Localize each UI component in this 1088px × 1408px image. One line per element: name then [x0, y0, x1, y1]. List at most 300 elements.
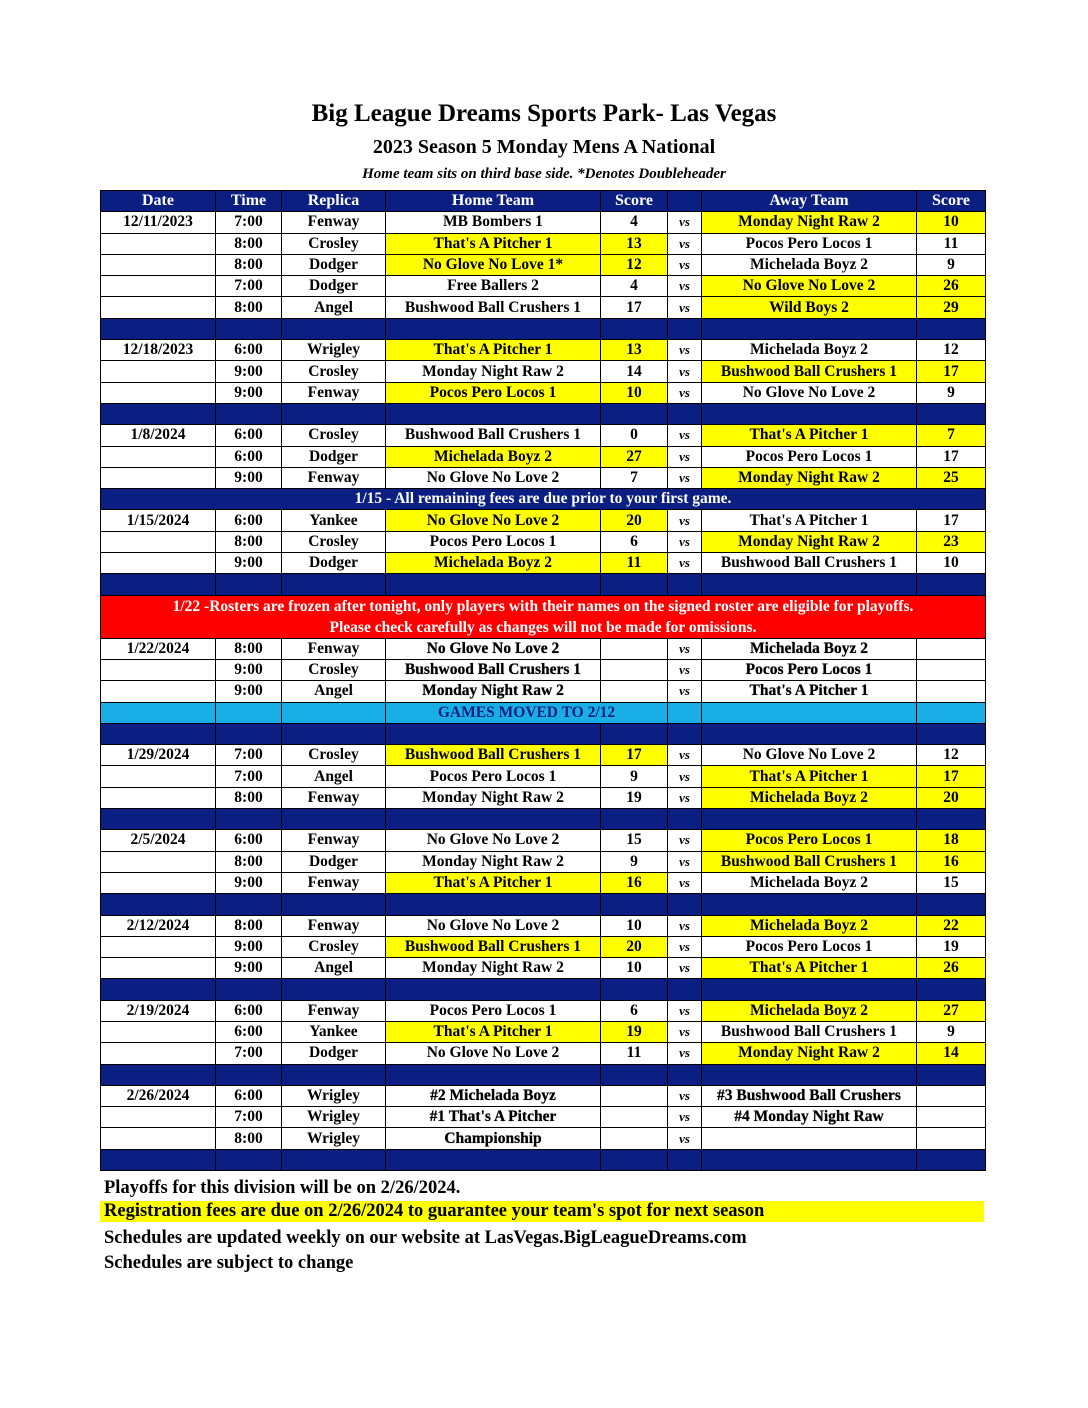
- home-score: 19: [601, 787, 668, 808]
- game-time: 6:00: [216, 1085, 282, 1106]
- page-subtitle: 2023 Season 5 Monday Mens A National: [372, 136, 716, 158]
- separator-cell: [101, 809, 216, 830]
- moved-cell: [917, 702, 986, 723]
- away-score: 22: [917, 915, 986, 936]
- home-team: Monday Night Raw 2: [386, 851, 601, 872]
- vs-label: vs: [668, 681, 702, 702]
- away-team: Monday Night Raw 2: [702, 212, 917, 233]
- game-date: [101, 276, 216, 297]
- away-score: [917, 638, 986, 659]
- separator-cell: [668, 403, 702, 424]
- home-team: Free Ballers 2: [386, 276, 601, 297]
- game-time: 9:00: [216, 467, 282, 488]
- away-score: 10: [917, 212, 986, 233]
- vs-label: vs: [668, 382, 702, 403]
- separator-cell: [282, 723, 386, 744]
- separator-cell: [386, 979, 601, 1000]
- home-score: 19: [601, 1021, 668, 1042]
- game-date: [101, 467, 216, 488]
- game-date: 2/19/2024: [101, 1000, 216, 1021]
- game-date: [101, 361, 216, 382]
- game-date: 1/29/2024: [101, 745, 216, 766]
- home-team: No Glove No Love 2: [386, 638, 601, 659]
- game-date: [101, 1107, 216, 1128]
- table-row: [101, 787, 986, 808]
- vs-label: vs: [668, 830, 702, 851]
- away-team: [702, 1128, 917, 1149]
- away-score: 17: [917, 446, 986, 467]
- game-date: [101, 233, 216, 254]
- home-team: Pocos Pero Locos 1: [386, 766, 601, 787]
- away-team: #4 Monday Night Raw: [702, 1107, 917, 1128]
- field-replica: Crosley: [282, 745, 386, 766]
- game-time: 8:00: [216, 254, 282, 275]
- roster-alert-line-2: Please check carefully as changes will not be made for omissions.: [329, 618, 757, 636]
- away-team: Pocos Pero Locos 1: [702, 659, 917, 680]
- separator-cell: [668, 809, 702, 830]
- separator-cell: [601, 574, 668, 595]
- table-row: [101, 425, 986, 446]
- away-team: Bushwood Ball Crushers 1: [702, 1021, 917, 1042]
- separator-cell: [386, 894, 601, 915]
- away-team: Pocos Pero Locos 1: [702, 830, 917, 851]
- game-date: [101, 936, 216, 957]
- home-team: Bushwood Ball Crushers 1: [386, 659, 601, 680]
- separator-cell: [702, 318, 917, 339]
- vs-label: vs: [668, 467, 702, 488]
- separator-row: [101, 894, 986, 915]
- vs-label: vs: [668, 1021, 702, 1042]
- away-score: 15: [917, 872, 986, 893]
- away-team: Monday Night Raw 2: [702, 531, 917, 552]
- separator-cell: [601, 1064, 668, 1085]
- away-team: Michelada Boyz 2: [702, 872, 917, 893]
- separator-cell: [702, 979, 917, 1000]
- table-row: [101, 766, 986, 787]
- separator-cell: [668, 1064, 702, 1085]
- separator-cell: [601, 403, 668, 424]
- game-time: 6:00: [216, 340, 282, 361]
- away-team: Pocos Pero Locos 1: [702, 446, 917, 467]
- home-team: Bushwood Ball Crushers 1: [386, 425, 601, 446]
- footer-registration: Registration fees are due on 2/26/2024 to guarantee your team's spot for next season: [100, 1201, 984, 1222]
- home-score: 7: [601, 467, 668, 488]
- field-replica: Fenway: [282, 915, 386, 936]
- table-row: [101, 1085, 986, 1106]
- vs-label: vs: [668, 212, 702, 233]
- separator-row: [101, 809, 986, 830]
- table-row: [101, 1000, 986, 1021]
- game-time: 9:00: [216, 382, 282, 403]
- game-date: [101, 659, 216, 680]
- separator-cell: [216, 979, 282, 1000]
- vs-label: vs: [668, 745, 702, 766]
- home-team: No Glove No Love 1*: [386, 254, 601, 275]
- away-score: [917, 681, 986, 702]
- field-replica: Fenway: [282, 872, 386, 893]
- game-date: [101, 297, 216, 318]
- game-time: 9:00: [216, 553, 282, 574]
- game-time: 8:00: [216, 638, 282, 659]
- away-score: 9: [917, 1021, 986, 1042]
- away-score: 29: [917, 297, 986, 318]
- table-row: [101, 958, 986, 979]
- col-header-time: Time: [216, 191, 282, 212]
- game-time: 8:00: [216, 531, 282, 552]
- field-replica: Fenway: [282, 830, 386, 851]
- home-team: That's A Pitcher 1: [386, 872, 601, 893]
- vs-label: vs: [668, 510, 702, 531]
- away-team: Bushwood Ball Crushers 1: [702, 851, 917, 872]
- home-team: No Glove No Love 2: [386, 830, 601, 851]
- table-row: [101, 446, 986, 467]
- footer-change: Schedules are subject to change: [104, 1253, 354, 1273]
- home-team: That's A Pitcher 1: [386, 1021, 601, 1042]
- separator-cell: [386, 809, 601, 830]
- away-team: Michelada Boyz 2: [702, 787, 917, 808]
- page-title: Big League Dreams Sports Park- Las Vegas: [311, 100, 777, 127]
- separator-cell: [216, 1064, 282, 1085]
- home-score: [601, 1128, 668, 1149]
- game-time: 9:00: [216, 872, 282, 893]
- home-team: No Glove No Love 2: [386, 510, 601, 531]
- table-row: [101, 553, 986, 574]
- separator-cell: [101, 1149, 216, 1170]
- field-replica: Crosley: [282, 936, 386, 957]
- table-row: [101, 1043, 986, 1064]
- game-time: 8:00: [216, 1128, 282, 1149]
- field-replica: Fenway: [282, 467, 386, 488]
- away-score: [917, 1085, 986, 1106]
- col-header-date: Date: [101, 191, 216, 212]
- away-team: That's A Pitcher 1: [702, 681, 917, 702]
- field-replica: Angel: [282, 958, 386, 979]
- col-header-home-team: Home Team: [386, 191, 601, 212]
- away-team: Monday Night Raw 2: [702, 467, 917, 488]
- away-team: That's A Pitcher 1: [702, 425, 917, 446]
- field-replica: Dodger: [282, 851, 386, 872]
- separator-cell: [216, 894, 282, 915]
- separator-cell: [917, 318, 986, 339]
- separator-cell: [668, 894, 702, 915]
- table-row: [101, 531, 986, 552]
- home-score: 4: [601, 276, 668, 297]
- away-team: No Glove No Love 2: [702, 382, 917, 403]
- col-header-replica: Replica: [282, 191, 386, 212]
- vs-label: vs: [668, 1128, 702, 1149]
- separator-cell: [216, 809, 282, 830]
- home-team: Bushwood Ball Crushers 1: [386, 936, 601, 957]
- separator-cell: [101, 1064, 216, 1085]
- game-date: [101, 1128, 216, 1149]
- away-team: That's A Pitcher 1: [702, 510, 917, 531]
- vs-label: vs: [668, 531, 702, 552]
- home-score: 20: [601, 936, 668, 957]
- home-team: #1 That's A Pitcher: [386, 1107, 601, 1128]
- home-score: [601, 659, 668, 680]
- field-replica: Wrigley: [282, 340, 386, 361]
- game-time: 9:00: [216, 681, 282, 702]
- separator-cell: [282, 318, 386, 339]
- separator-cell: [702, 809, 917, 830]
- separator-cell: [101, 574, 216, 595]
- separator-cell: [386, 723, 601, 744]
- moved-cell: [702, 702, 917, 723]
- separator-cell: [702, 723, 917, 744]
- separator-cell: [601, 809, 668, 830]
- games-moved-row: [101, 702, 986, 723]
- away-score: 26: [917, 958, 986, 979]
- vs-label: vs: [668, 936, 702, 957]
- field-replica: Crosley: [282, 425, 386, 446]
- game-time: 7:00: [216, 276, 282, 297]
- game-date: 2/26/2024: [101, 1085, 216, 1106]
- table-row: [101, 681, 986, 702]
- separator-cell: [282, 979, 386, 1000]
- separator-cell: [601, 1149, 668, 1170]
- fee-notice-row: [101, 489, 986, 510]
- away-score: 23: [917, 531, 986, 552]
- separator-cell: [101, 723, 216, 744]
- game-time: 9:00: [216, 659, 282, 680]
- away-team: Bushwood Ball Crushers 1: [702, 553, 917, 574]
- separator-cell: [216, 318, 282, 339]
- vs-label: vs: [668, 659, 702, 680]
- col-header-home-score: Score: [601, 191, 668, 212]
- away-team: Michelada Boyz 2: [702, 254, 917, 275]
- away-team: Michelada Boyz 2: [702, 340, 917, 361]
- moved-cell: [101, 702, 216, 723]
- home-team: Michelada Boyz 2: [386, 446, 601, 467]
- home-score: 0: [601, 425, 668, 446]
- away-score: 17: [917, 510, 986, 531]
- away-score: 7: [917, 425, 986, 446]
- game-time: 6:00: [216, 1000, 282, 1021]
- vs-label: vs: [668, 425, 702, 446]
- separator-cell: [386, 318, 601, 339]
- table-row: [101, 212, 986, 233]
- away-team: #3 Bushwood Ball Crushers: [702, 1085, 917, 1106]
- separator-cell: [702, 894, 917, 915]
- games-moved-label: GAMES MOVED TO 2/12: [386, 702, 668, 723]
- separator-row: [101, 574, 986, 595]
- separator-cell: [216, 403, 282, 424]
- game-time: 6:00: [216, 830, 282, 851]
- field-replica: Fenway: [282, 638, 386, 659]
- away-score: 10: [917, 553, 986, 574]
- field-replica: Dodger: [282, 276, 386, 297]
- home-team: No Glove No Love 2: [386, 915, 601, 936]
- separator-cell: [101, 979, 216, 1000]
- table-row: [101, 340, 986, 361]
- away-score: 11: [917, 233, 986, 254]
- table-row: [101, 297, 986, 318]
- home-team: #2 Michelada Boyz: [386, 1085, 601, 1106]
- game-date: 2/12/2024: [101, 915, 216, 936]
- separator-row: [101, 318, 986, 339]
- away-score: 12: [917, 745, 986, 766]
- field-replica: Crosley: [282, 361, 386, 382]
- game-date: 2/5/2024: [101, 830, 216, 851]
- vs-label: vs: [668, 233, 702, 254]
- vs-label: vs: [668, 254, 702, 275]
- vs-label: vs: [668, 958, 702, 979]
- field-replica: Wrigley: [282, 1085, 386, 1106]
- home-team: No Glove No Love 2: [386, 467, 601, 488]
- table-row: [101, 361, 986, 382]
- separator-cell: [917, 894, 986, 915]
- home-score: 20: [601, 510, 668, 531]
- separator-cell: [702, 1064, 917, 1085]
- home-team: No Glove No Love 2: [386, 1043, 601, 1064]
- away-score: [917, 659, 986, 680]
- table-row: [101, 936, 986, 957]
- separator-row: [101, 403, 986, 424]
- away-team: No Glove No Love 2: [702, 745, 917, 766]
- vs-label: vs: [668, 787, 702, 808]
- home-score: 12: [601, 254, 668, 275]
- home-score: 10: [601, 915, 668, 936]
- separator-cell: [386, 574, 601, 595]
- away-score: 17: [917, 361, 986, 382]
- game-time: 8:00: [216, 851, 282, 872]
- game-date: 12/11/2023: [101, 212, 216, 233]
- vs-label: vs: [668, 446, 702, 467]
- vs-label: vs: [668, 1107, 702, 1128]
- game-date: 1/22/2024: [101, 638, 216, 659]
- away-score: 25: [917, 467, 986, 488]
- home-team: That's A Pitcher 1: [386, 233, 601, 254]
- game-date: 12/18/2023: [101, 340, 216, 361]
- home-team: Pocos Pero Locos 1: [386, 1000, 601, 1021]
- home-score: 6: [601, 531, 668, 552]
- field-replica: Crosley: [282, 233, 386, 254]
- table-row: [101, 830, 986, 851]
- game-date: [101, 382, 216, 403]
- table-row: [101, 510, 986, 531]
- away-team: That's A Pitcher 1: [702, 958, 917, 979]
- separator-cell: [917, 809, 986, 830]
- away-team: No Glove No Love 2: [702, 276, 917, 297]
- separator-cell: [917, 403, 986, 424]
- away-score: 9: [917, 382, 986, 403]
- table-row: [101, 915, 986, 936]
- game-date: [101, 553, 216, 574]
- away-team: Monday Night Raw 2: [702, 1043, 917, 1064]
- away-score: [917, 1107, 986, 1128]
- game-time: 8:00: [216, 787, 282, 808]
- separator-cell: [668, 318, 702, 339]
- separator-cell: [282, 574, 386, 595]
- game-time: 9:00: [216, 958, 282, 979]
- table-row: [101, 638, 986, 659]
- roster-alert: [101, 595, 986, 638]
- game-time: 7:00: [216, 212, 282, 233]
- table-row: [101, 745, 986, 766]
- home-team: That's A Pitcher 1: [386, 340, 601, 361]
- home-score: 16: [601, 872, 668, 893]
- game-time: 7:00: [216, 1043, 282, 1064]
- vs-label: vs: [668, 1043, 702, 1064]
- away-score: [917, 1128, 986, 1149]
- home-score: 10: [601, 382, 668, 403]
- game-time: 8:00: [216, 915, 282, 936]
- table-row: [101, 1107, 986, 1128]
- game-date: 1/15/2024: [101, 510, 216, 531]
- home-score: 27: [601, 446, 668, 467]
- home-score: 6: [601, 1000, 668, 1021]
- away-team: Pocos Pero Locos 1: [702, 936, 917, 957]
- game-date: [101, 446, 216, 467]
- table-row: [101, 851, 986, 872]
- game-time: 8:00: [216, 233, 282, 254]
- game-time: 7:00: [216, 1107, 282, 1128]
- home-score: [601, 1085, 668, 1106]
- separator-cell: [601, 979, 668, 1000]
- home-score: 17: [601, 297, 668, 318]
- home-score: 11: [601, 1043, 668, 1064]
- field-replica: Dodger: [282, 446, 386, 467]
- vs-label: vs: [668, 638, 702, 659]
- game-time: 6:00: [216, 510, 282, 531]
- separator-cell: [702, 574, 917, 595]
- field-replica: Wrigley: [282, 1107, 386, 1128]
- home-team: Bushwood Ball Crushers 1: [386, 745, 601, 766]
- field-replica: Dodger: [282, 553, 386, 574]
- home-score: [601, 681, 668, 702]
- field-replica: Dodger: [282, 1043, 386, 1064]
- game-date: [101, 851, 216, 872]
- separator-cell: [101, 403, 216, 424]
- table-row: [101, 1128, 986, 1149]
- separator-cell: [668, 723, 702, 744]
- separator-row: [101, 723, 986, 744]
- separator-cell: [101, 318, 216, 339]
- away-score: 9: [917, 254, 986, 275]
- game-date: [101, 766, 216, 787]
- game-time: 6:00: [216, 425, 282, 446]
- separator-cell: [282, 403, 386, 424]
- away-team: Michelada Boyz 2: [702, 1000, 917, 1021]
- home-score: 10: [601, 958, 668, 979]
- separator-cell: [101, 894, 216, 915]
- roster-alert-row: [101, 595, 986, 638]
- home-score: [601, 638, 668, 659]
- vs-label: vs: [668, 851, 702, 872]
- away-score: 12: [917, 340, 986, 361]
- separator-cell: [668, 574, 702, 595]
- home-score: 15: [601, 830, 668, 851]
- home-team: Michelada Boyz 2: [386, 553, 601, 574]
- game-time: 9:00: [216, 361, 282, 382]
- moved-cell: [216, 702, 282, 723]
- away-team: That's A Pitcher 1: [702, 766, 917, 787]
- separator-cell: [601, 894, 668, 915]
- separator-cell: [917, 1149, 986, 1170]
- separator-cell: [917, 979, 986, 1000]
- schedule-body: [101, 212, 986, 1171]
- table-row: [101, 872, 986, 893]
- home-score: 11: [601, 553, 668, 574]
- game-time: 7:00: [216, 766, 282, 787]
- field-replica: Angel: [282, 766, 386, 787]
- vs-label: vs: [668, 340, 702, 361]
- separator-cell: [386, 1064, 601, 1085]
- table-header-row: [101, 191, 986, 212]
- field-replica: Angel: [282, 297, 386, 318]
- home-score: 14: [601, 361, 668, 382]
- vs-label: vs: [668, 766, 702, 787]
